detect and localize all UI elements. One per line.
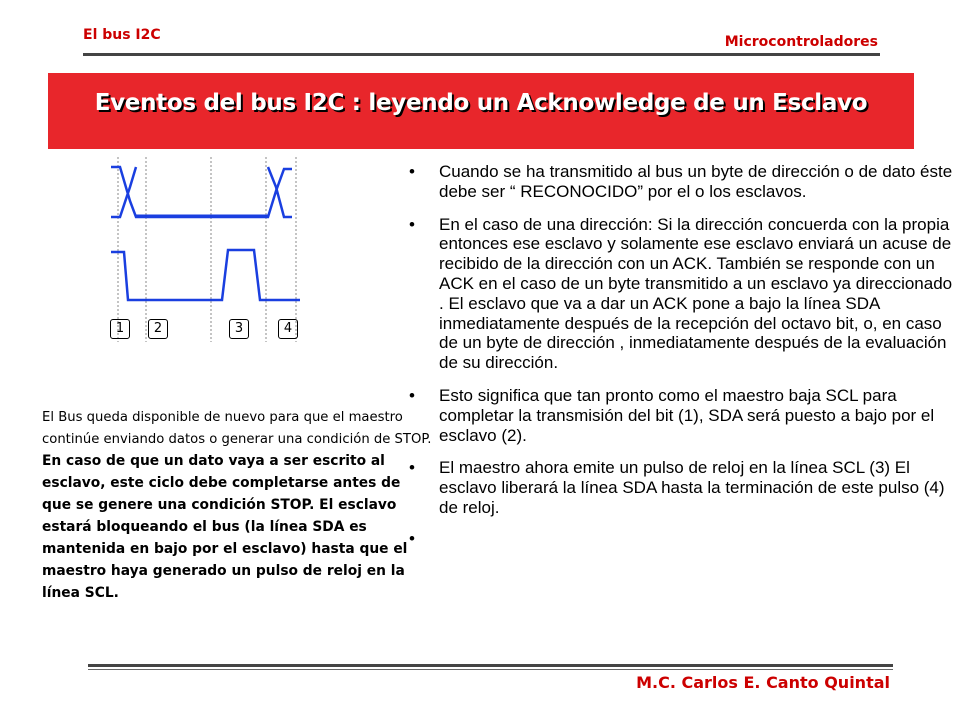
bullet-item-3 (406, 386, 954, 445)
bullet-dot: • (409, 162, 415, 181)
bullet-text-1: Cuando se ha transmitido al bus un byte de dirección o de dato éste debe ser “ RECONOCIDO” por el o los esclavos. (439, 162, 953, 201)
header-topic: El bus I2C (83, 27, 161, 43)
bullet-item-empty (406, 529, 954, 549)
step-label-1: 1 (110, 319, 130, 339)
bullet-item-2 (406, 215, 954, 373)
note-bold-text: En caso de que un dato vaya a ser escrito al esclavo, este ciclo debe completarse antes de que se genere una condición STOP. El esclavo estará bloqueando el bus (la línea SDA es mantenida en bajo por el esclavo) hasta que el maestro haya generado un pulso de reloj en la línea SCL. (42, 453, 408, 601)
bus-release-note (42, 406, 432, 604)
step-label-2: 2 (148, 319, 168, 339)
slide-title: Eventos del bus I2C : leyendo un Acknowledge de un Esclavo (94, 90, 868, 116)
footer-rule-thick (88, 664, 893, 667)
bullet-text-4: El maestro ahora emite un pulso de reloj en la línea SCL (3) El esclavo liberará la línea SDA hasta la terminación de este pulso (4) de reloj. (439, 458, 945, 517)
bullet-item-1 (406, 162, 954, 202)
author-credit: M.C. Carlos E. Canto Quintal (636, 673, 890, 692)
note-normal-text: El Bus queda disponible de nuevo para que el maestro continúe enviando datos o generar una condición de STOP. (42, 410, 432, 447)
bullet-dot: • (409, 458, 415, 478)
bullet-text-3: Esto significa que tan pronto como el maestro baja SCL para completar la transmisión del bit (1), SDA será puesto a bajo por el esclavo (2). (439, 385, 935, 445)
bullet-dot: • (409, 528, 415, 548)
step-label-3: 3 (229, 319, 249, 339)
bullet-dot: • (409, 385, 415, 405)
header-rule (83, 53, 880, 56)
header-course: Microcontroladores (724, 34, 878, 50)
title-banner (48, 73, 914, 149)
bullet-text-2: En el caso de una dirección: Si la dirección concuerda con la propia entonces ese esclavo y solamente ese esclavo enviará un acuse de recibido de la dirección con un ACK. También se responde con un ACK en el caso de un byte transmitido a un esclavo ya direccionado . El esclavo que va a dar un ACK pone a bajo la línea SDA inmediatamente después de la recepción del octavo bit, o, en caso de un byte de dirección , inmediatamente después de la evaluación de su dirección. (439, 214, 953, 373)
scl-signal (111, 250, 300, 300)
grid-lines (118, 157, 296, 342)
footer-rule-thin (88, 669, 893, 670)
bullet-dot: • (409, 214, 415, 234)
step-label-4: 4 (278, 319, 298, 339)
timing-diagram (96, 157, 306, 352)
sda-signal (111, 167, 292, 217)
explanation-bullets (406, 162, 954, 562)
bullet-item-4 (406, 458, 954, 517)
